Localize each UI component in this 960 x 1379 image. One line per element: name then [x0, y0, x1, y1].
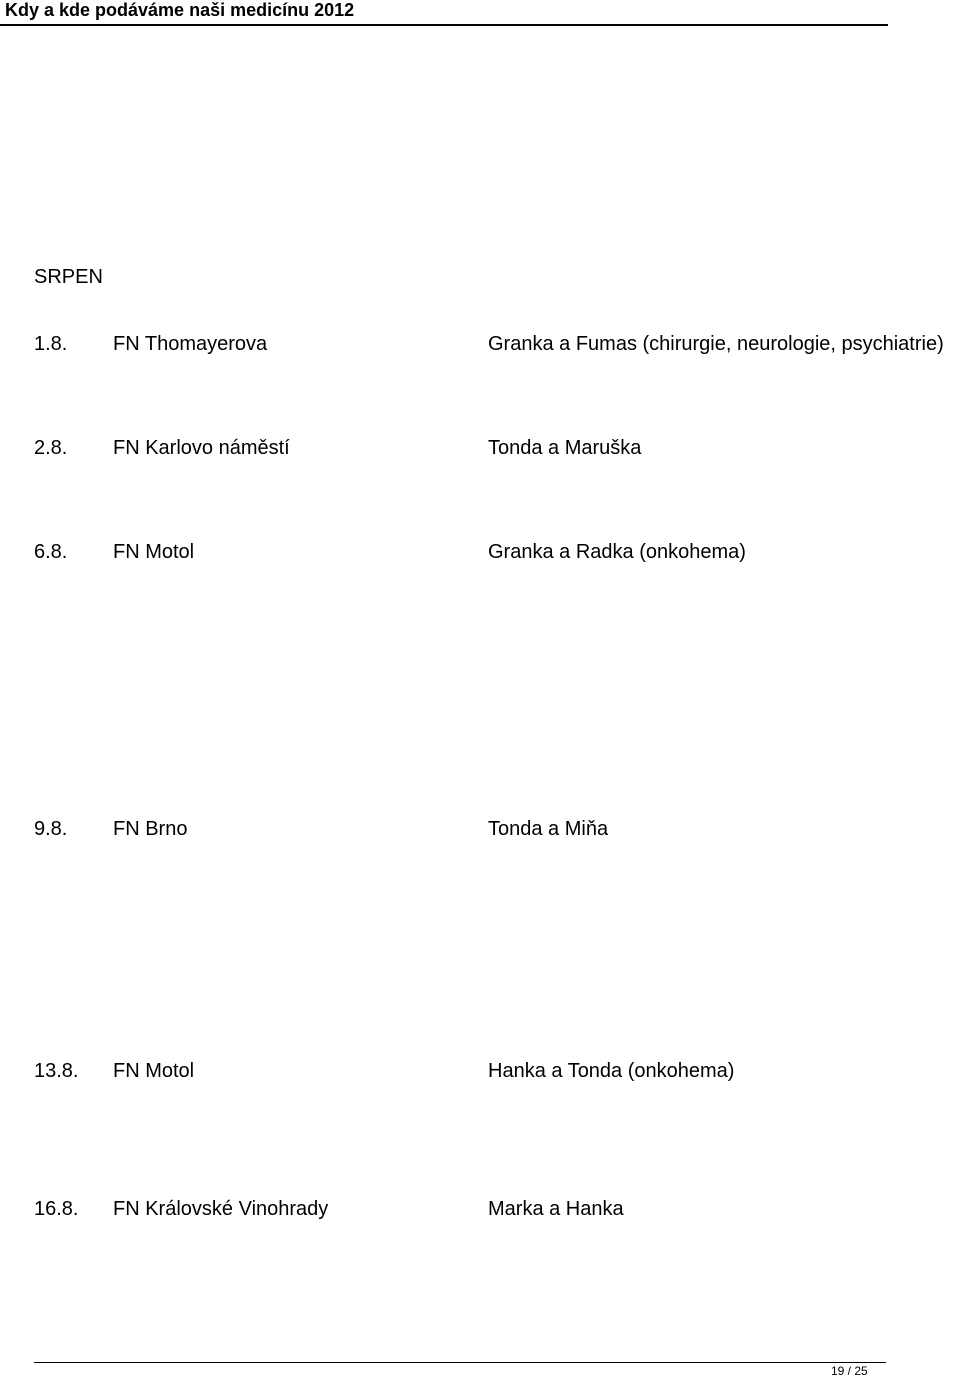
schedule-row	[0, 817, 960, 841]
schedule-row	[0, 332, 960, 356]
schedule-team: Hanka a Tonda (onkohema)	[488, 1060, 735, 1082]
schedule-place: FN Thomayerova	[113, 333, 268, 355]
month-heading: SRPEN	[34, 266, 103, 288]
schedule-team: Granka a Fumas (chirurgie, neurologie, psychiatrie)	[488, 333, 944, 355]
schedule-row	[0, 436, 960, 460]
schedule-place: FN Motol	[113, 1060, 195, 1082]
page-header-title: Kdy a kde podáváme naši medicínu 2012	[5, 0, 355, 20]
schedule-team: Tonda a Miňa	[488, 818, 609, 840]
footer-divider	[34, 1362, 886, 1363]
schedule-row	[0, 1059, 960, 1083]
schedule-place: FN Motol	[113, 541, 195, 563]
schedule-row	[0, 540, 960, 564]
schedule-place: FN Karlovo náměstí	[113, 437, 290, 459]
schedule-team: Marka a Hanka	[488, 1198, 624, 1220]
schedule-date: 6.8.	[34, 541, 68, 563]
schedule-date: 16.8.	[34, 1198, 79, 1220]
schedule-row	[0, 1197, 960, 1221]
schedule-date: 13.8.	[34, 1060, 79, 1082]
schedule-date: 1.8.	[34, 333, 68, 355]
schedule-date: 2.8.	[34, 437, 68, 459]
page-number: 19 / 25	[831, 1364, 868, 1378]
schedule-place: FN Královské Vinohrady	[113, 1198, 329, 1220]
schedule-team: Granka a Radka (onkohema)	[488, 541, 746, 563]
schedule-team: Tonda a Maruška	[488, 437, 642, 459]
schedule-place: FN Brno	[113, 818, 188, 840]
schedule-date: 9.8.	[34, 818, 68, 840]
header-divider	[0, 24, 888, 26]
